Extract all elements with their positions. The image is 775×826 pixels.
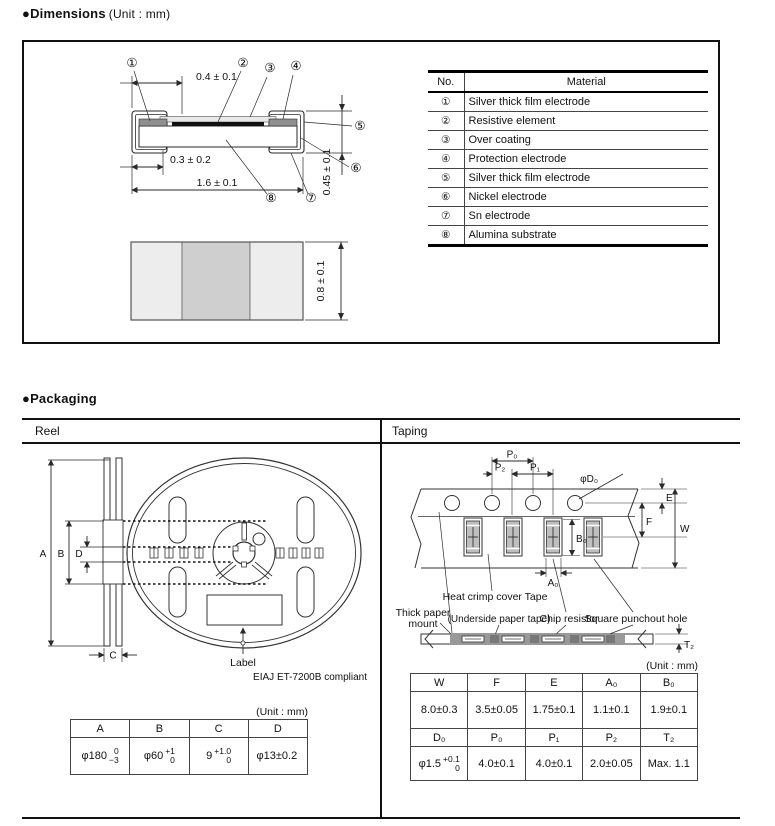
dim-d0-label: φD₀ (580, 474, 598, 485)
table-row (428, 131, 708, 150)
materials-header-no: No. (428, 72, 464, 93)
taping-table-header: P₀ (468, 729, 525, 747)
label-arrow-dot (241, 641, 245, 645)
label-callout-text: Label (230, 657, 256, 669)
chip-body (132, 111, 304, 153)
taping-table-header: P₂ (583, 729, 640, 747)
value-prefix: φ13±0.2 (256, 750, 298, 762)
reel-table-header: B (130, 720, 189, 738)
dim-t2-label: T₂ (684, 640, 694, 651)
alumina-substrate (139, 126, 297, 147)
reel-dim-c-label: C (109, 650, 117, 662)
dim-width (305, 242, 348, 320)
reel-table-unit: (Unit : mm) (256, 706, 308, 718)
dim-thickness-label: 0.45 ± 0.1 (321, 148, 333, 196)
material-no: ⑧ (428, 226, 464, 246)
table-row (428, 188, 708, 207)
taping-table-header-row-2 (411, 729, 698, 747)
material-name: Over coating (464, 131, 708, 150)
annotation-chip-resistor: Chip resistor (539, 613, 599, 625)
tol-upper: 0 (113, 746, 119, 756)
right-electrode (269, 119, 297, 126)
reel-dim-b-label: B (57, 549, 65, 560)
hub-slot-top (242, 523, 247, 540)
table-row (428, 226, 708, 246)
right-terminal-face (250, 242, 303, 320)
callout-7: ⑦ (305, 191, 317, 205)
taping-value-p1: 4.0±0.1 (525, 747, 582, 781)
dim-top-electrode (120, 71, 237, 114)
taping-value-t2: Max. 1.1 (640, 747, 697, 781)
material-name: Alumina substrate (468, 229, 557, 241)
material-name: Silver thick film electrode (464, 169, 708, 188)
dim-length (132, 157, 303, 194)
packaging-title-text: Packaging (30, 391, 97, 406)
reel-dim-a-label: A (39, 549, 47, 560)
tape-break-right (628, 489, 639, 568)
value-prefix: φ180 (81, 750, 108, 762)
dim-b0-label: B₀ (576, 534, 587, 545)
value-prefix: 9 (206, 750, 213, 762)
taping-table-value-row-2 (411, 747, 698, 781)
chip-pocket (544, 518, 562, 556)
taping-value-a0: 1.1±0.1 (583, 692, 640, 729)
callout-2: ② (237, 56, 249, 70)
annotation-thick-paper-1: Thick paper (395, 607, 451, 619)
left-terminal-face (131, 242, 182, 320)
taping-table-header: B₀ (640, 674, 697, 692)
dim-t2 (655, 624, 694, 653)
reel-value-b (130, 738, 189, 775)
material-name: Nickel electrode (464, 188, 708, 207)
dimensions-title-text: Dimensions (30, 6, 106, 21)
table-row (428, 92, 708, 112)
dimensions-section-title (22, 6, 170, 21)
taping-table-header: F (468, 674, 525, 692)
taping-value-f: 3.5±0.05 (468, 692, 525, 729)
taping-value-b0: 1.9±0.1 (640, 692, 697, 729)
spoke-cutout (169, 567, 186, 617)
taping-value-e: 1.75±0.1 (525, 692, 582, 729)
dim-length-label: 1.6 ± 0.1 (196, 177, 238, 189)
tol-upper: +1.0 (214, 746, 232, 756)
chip-top-view-drawing (115, 232, 355, 332)
material-no: ⑥ (428, 188, 464, 207)
reel-table-header: A (71, 720, 130, 738)
resistive-element (172, 122, 264, 126)
table-row (428, 150, 708, 169)
table-row (428, 169, 708, 188)
taping-table-header-row-1 (411, 674, 698, 692)
taping-value-w: 8.0±0.3 (411, 692, 468, 729)
value-prefix: φ1.5 (418, 757, 442, 770)
callout-1: ① (126, 56, 138, 70)
dim-p0-label: P₀ (506, 449, 518, 461)
sprocket-hole (445, 496, 460, 511)
bullet-icon: ● (22, 391, 31, 406)
reel-table-header-row (71, 720, 308, 738)
reel-table-header: D (248, 720, 307, 738)
taping-dimensions-table (410, 673, 698, 781)
material-name: Protection electrode (464, 150, 708, 169)
material-no: ① (428, 92, 464, 112)
tape-side-view (421, 624, 694, 653)
material-no: ⑤ (428, 169, 464, 188)
taping-table-header: W (411, 674, 468, 692)
reel-drawing (30, 450, 375, 685)
reel-value-d (248, 738, 307, 775)
table-row (428, 112, 708, 131)
sprocket-hole (526, 496, 541, 511)
taping-table-header: D₀ (411, 729, 468, 747)
tol-upper: +0.1 (443, 753, 460, 764)
dim-f-label: F (646, 517, 653, 528)
taping-table-header: A₀ (583, 674, 640, 692)
sprocket-hole (568, 496, 583, 511)
material-name: Sn electrode (464, 207, 708, 226)
reel-side-view (103, 458, 123, 646)
dim-end-band-label: 0.3 ± 0.2 (170, 154, 211, 166)
tol-upper: +1 (165, 746, 175, 756)
annotation-underside: (Underside paper tape) (447, 614, 551, 625)
dim-p1-label: P₁ (529, 462, 541, 474)
material-name: Resistive element (464, 112, 708, 131)
dim-e-label: E (666, 493, 673, 504)
reel-dimensions-table (70, 719, 308, 775)
materials-header-material: Material (464, 72, 708, 93)
body-face (182, 242, 250, 320)
dim-width-label: 0.8 ± 0.1 (315, 260, 327, 302)
packaging-column-divider (380, 418, 382, 819)
taping-value-p2: 2.0±0.05 (583, 747, 640, 781)
tape-break-left (411, 489, 421, 568)
callout-6: ⑥ (350, 161, 362, 175)
spoke-cutout (297, 497, 314, 543)
chip-cross-section-drawing (60, 50, 410, 240)
dim-p2-label: P₂ (494, 462, 506, 474)
compliance-note: EIAJ ET-7200B compliant (253, 672, 367, 683)
reel-value-c (189, 738, 248, 775)
reel-table-header: C (189, 720, 248, 738)
taping-column-header: Taping (392, 424, 428, 438)
chip-pocket (464, 518, 482, 556)
packaging-bottom-rule (22, 817, 740, 819)
reel-column-header: Reel (35, 424, 60, 438)
value-prefix: φ60 (143, 750, 164, 762)
callout-3: ③ (264, 61, 276, 75)
tol-lower: 0 (455, 762, 460, 773)
reel-front-view (127, 458, 361, 648)
taping-drawing (395, 448, 767, 653)
chip-top-view (131, 242, 303, 320)
label-box (207, 595, 282, 625)
material-name: Silver thick film electrode (464, 92, 708, 112)
packaging-section-title (22, 391, 97, 406)
dimensions-unit-text: (Unit : mm) (108, 7, 171, 21)
annotation-heat-crimp: Heat crimp cover Tape (442, 591, 548, 603)
materials-table (428, 70, 708, 247)
taping-value-p0: 4.0±0.1 (468, 747, 525, 781)
materials-header-row (428, 72, 708, 93)
tol-lower: 0 (226, 755, 232, 765)
callout-8: ⑧ (265, 191, 277, 205)
material-no: ② (428, 112, 464, 131)
table-row (428, 207, 708, 226)
material-no: ⑦ (428, 207, 464, 226)
material-no: ④ (428, 150, 464, 169)
reel-value-a (71, 738, 130, 775)
carrier-tape (411, 489, 639, 568)
chip-pocket (504, 518, 522, 556)
taping-table-header: T₂ (640, 729, 697, 747)
material-no: ③ (428, 131, 464, 150)
bullet-icon: ● (22, 6, 31, 21)
taping-table-unit: (Unit : mm) (646, 660, 698, 672)
dim-top-electrode-label: 0.4 ± 0.1 (196, 71, 237, 83)
sprocket-hole (485, 496, 500, 511)
hub-small-hole (253, 533, 265, 545)
spoke-cutout (169, 497, 186, 543)
taping-value-d0 (411, 747, 468, 781)
annotations (396, 591, 688, 630)
taping-table-header: P₁ (525, 729, 582, 747)
left-electrode (139, 119, 167, 126)
tol-lower: −3 (109, 755, 119, 765)
annotation-thick-paper-2: mount (408, 618, 438, 630)
dim-a0-label: A₀ (547, 578, 559, 589)
hub-center-hole (233, 542, 255, 564)
reel-dim-d-label: D (75, 549, 83, 560)
spoke-cutout (297, 567, 314, 617)
taping-table-value-row-1 (411, 692, 698, 729)
reel-table-value-row (71, 738, 308, 775)
annotation-punchout: Square punchout hole (584, 613, 688, 625)
tol-lower: 0 (170, 755, 175, 765)
dim-w-label: W (680, 524, 690, 535)
callout-5: ⑤ (354, 119, 366, 133)
callout-4: ④ (290, 59, 302, 73)
taping-table-header: E (525, 674, 582, 692)
